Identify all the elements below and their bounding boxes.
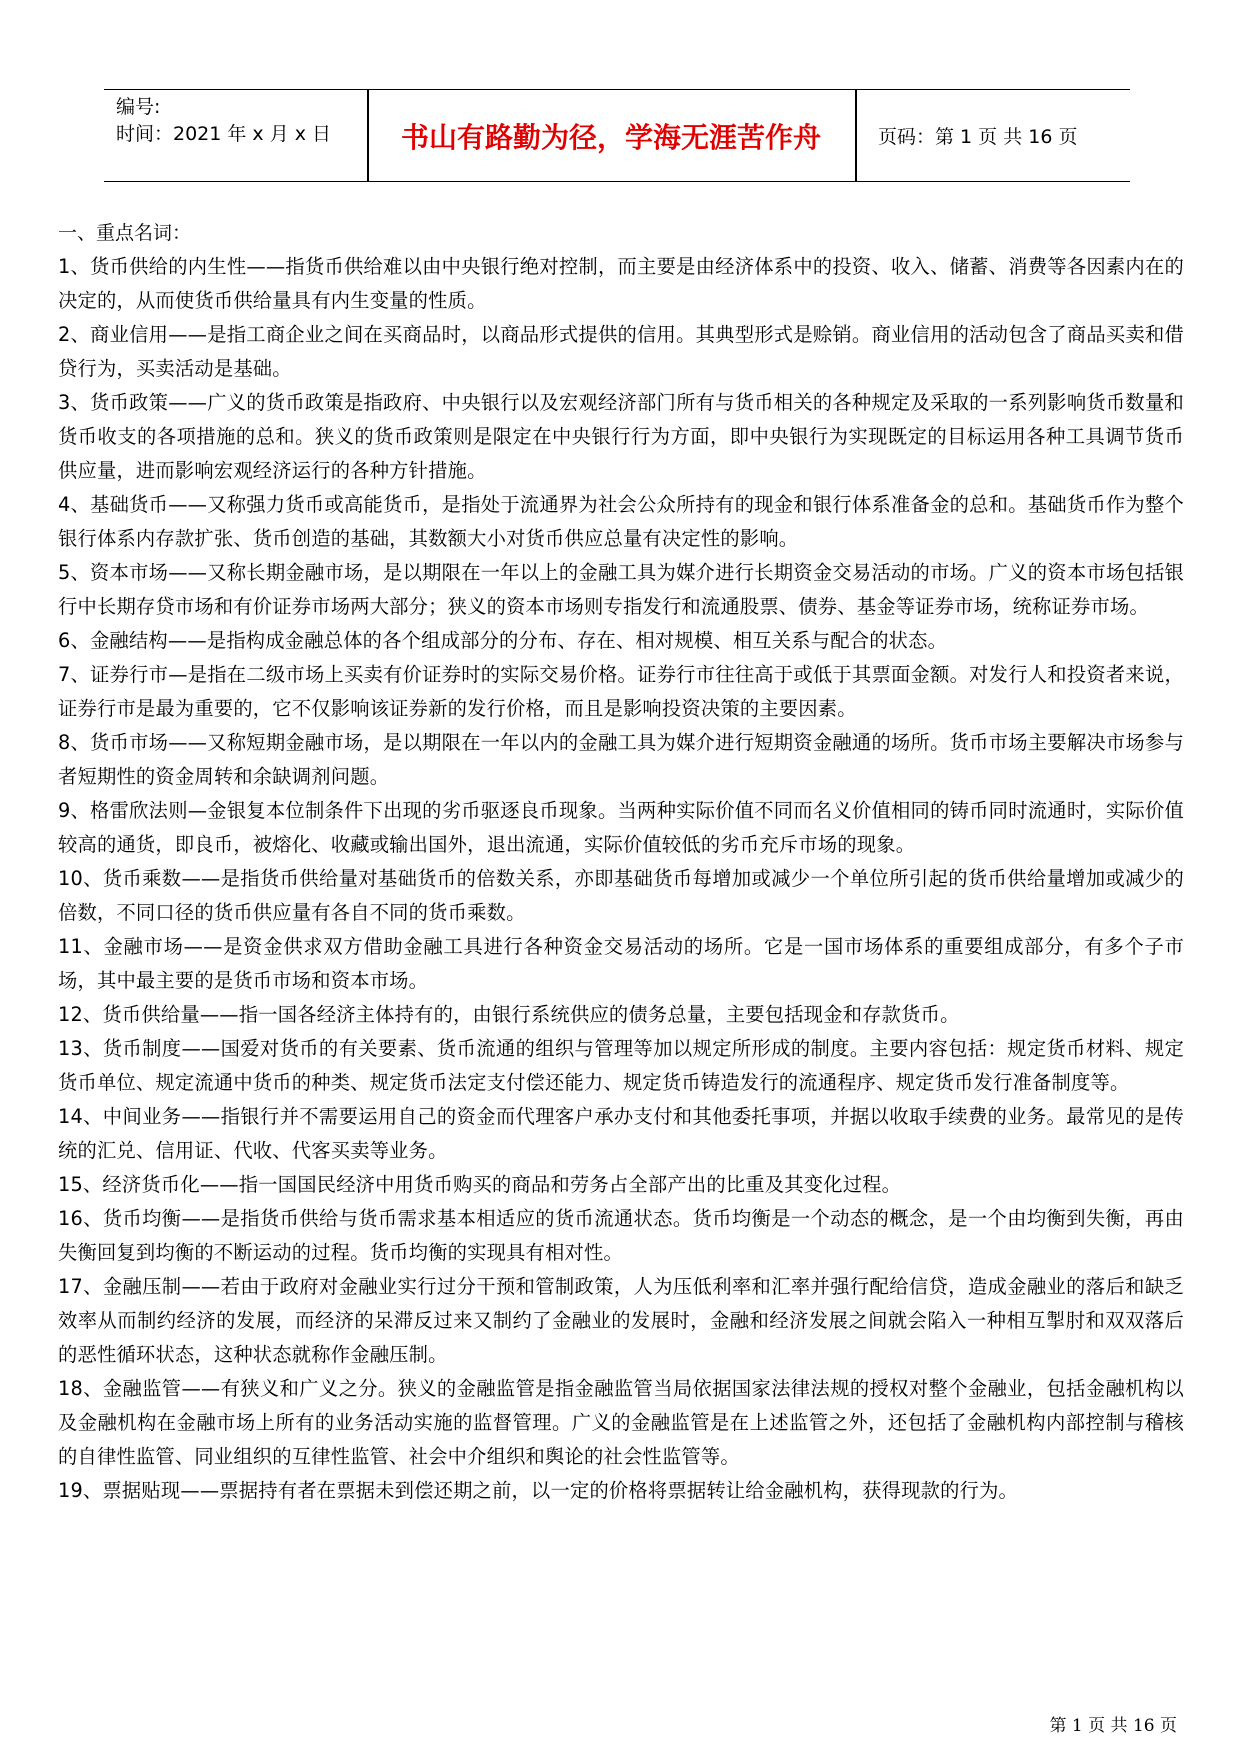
document-body	[58, 216, 1184, 1508]
term-entry: 13、货币制度——国爱对货币的有关要素、货币流通的组织与管理等加以规定所形成的制度。主要内容包括：规定货币材料、规定货币单位、规定流通中货币的种类、规定货币法定支付偿还能力、规定货币铸造发行的流通程序、规定货币发行准备制度等。	[58, 1037, 1184, 1094]
term-entry: 11、金融市场——是资金供求双方借助金融工具进行各种资金交易活动的场所。它是一国市场体系的重要组成部分，有多个子市场，其中最主要的是货币市场和资本市场。	[58, 935, 1184, 992]
page-footer: 第 1 页 共 16 页	[1049, 1716, 1177, 1736]
document-header	[104, 89, 1130, 182]
header-motto: 书山有路勤为径，学海无涯苦作舟	[400, 120, 821, 154]
term-entry: 4、基础货币——又称强力货币或高能货币，是指处于流通界为社会公众所持有的现金和银行体系准备金的总和。基础货币作为整个银行体系内存款扩张、货币创造的基础，其数额大小对货币供应总量有决定性的影响。	[58, 493, 1184, 550]
term-entry: 1、货币供给的内生性——指货币供给难以由中央银行绝对控制，而主要是由经济体系中的投资、收入、储蓄、消费等各因素内在的决定的，从而使货币供给量具有内生变量的性质。	[58, 255, 1184, 312]
term-entry: 6、金融结构——是指构成金融总体的各个组成部分的分布、存在、相对规模、相互关系与配合的状态。	[58, 629, 948, 652]
term-entry: 12、货币供给量——指一国各经济主体持有的，由银行系统供应的债务总量，主要包括现金和存款货币。	[58, 1003, 960, 1026]
time-label: 时间：2021 年 x 月 x 日	[116, 123, 332, 145]
term-entry: 19、票据贴现——票据持有者在票据未到偿还期之前，以一定的价格将票据转让给金融机构，获得现款的行为。	[58, 1479, 1019, 1502]
term-entry: 9、格雷欣法则—金银复本位制条件下出现的劣币驱逐良币现象。当两种实际价值不同而名义价值相同的铸币同时流通时，实际价值较高的通货，即良币，被熔化、收藏或输出国外，退出流通，实际价值较低的劣币充斥市场的现象。	[58, 799, 1184, 856]
term-entry: 16、货币均衡——是指货币供给与货币需求基本相适应的货币流通状态。货币均衡是一个动态的概念，是一个由均衡到失衡，再由失衡回复到均衡的不断运动的过程。货币均衡的实现具有相对性。	[58, 1207, 1184, 1264]
term-entry: 8、货币市场——又称短期金融市场，是以期限在一年以内的金融工具为媒介进行短期资金融通的场所。货币市场主要解决市场参与者短期性的资金周转和余缺调剂问题。	[58, 731, 1184, 788]
term-entry: 5、资本市场——又称长期金融市场，是以期限在一年以上的金融工具为媒介进行长期资金交易活动的市场。广义的资本市场包括银行中长期存贷市场和有价证券市场两大部分；狭义的资本市场则专指发行和流通股票、债券、基金等证券市场，统称证券市场。	[58, 561, 1184, 618]
header-divider	[855, 90, 857, 181]
term-entry: 15、经济货币化——指一国国民经济中用货币购买的商品和劳务占全部产出的比重及其变化过程。	[58, 1173, 902, 1196]
term-entry: 2、商业信用——是指工商企业之间在买商品时，以商品形式提供的信用。其典型形式是赊销。商业信用的活动包含了商品买卖和借贷行为，买卖活动是基础。	[58, 323, 1184, 380]
term-entry: 10、货币乘数——是指货币供给量对基础货币的倍数关系，亦即基础货币每增加或减少一个单位所引起的货币供给量增加或减少的倍数，不同口径的货币供应量有各自不同的货币乘数。	[58, 867, 1184, 924]
number-label: 编号:	[116, 96, 161, 118]
section-title: 一、重点名词：	[58, 222, 192, 244]
header-meta	[116, 94, 331, 148]
term-entry: 14、中间业务——指银行并不需要运用自己的资金而代理客户承办支付和其他委托事项，并据以收取手续费的业务。最常见的是传统的汇兑、信用证、代收、代客买卖等业务。	[58, 1105, 1184, 1162]
header-page-info: 页码：第 1 页 共 16 页	[878, 126, 1078, 148]
term-entry: 18、金融监管——有狭义和广义之分。狭义的金融监管是指金融监管当局依据国家法律法规的授权对整个金融业，包括金融机构以及金融机构在金融市场上所有的业务活动实施的监督管理。广义的金融监管是在上述监管之外，还包括了金融机构内部控制与稽核的自律性监管、同业组织的互律性监管、社会中介组织和舆论的社会性监管等。	[58, 1377, 1184, 1468]
term-entry: 7、证券行市—是指在二级市场上买卖有价证券时的实际交易价格。证券行市往往高于或低于其票面金额。对发行人和投资者来说，证券行市是最为重要的，它不仅影响该证券新的发行价格，而且是影响投资决策的主要因素。	[58, 663, 1184, 720]
term-entry: 3、货币政策——广义的货币政策是指政府、中央银行以及宏观经济部门所有与货币相关的各种规定及采取的一系列影响货币数量和货币收支的各项措施的总和。狭义的货币政策则是限定在中央银行行为方面，即中央银行为实现既定的目标运用各种工具调节货币供应量，进而影响宏观经济运行的各种方针措施。	[58, 391, 1184, 482]
term-entry: 17、金融压制——若由于政府对金融业实行过分干预和管制政策，人为压低利率和汇率并强行配给信贷，造成金融业的落后和缺乏效率从而制约经济的发展，而经济的呆滞反过来又制约了金融业的发展时，金融和经济发展之间就会陷入一种相互掣肘和双双落后的恶性循环状态，这种状态就称作金融压制。	[58, 1275, 1184, 1366]
